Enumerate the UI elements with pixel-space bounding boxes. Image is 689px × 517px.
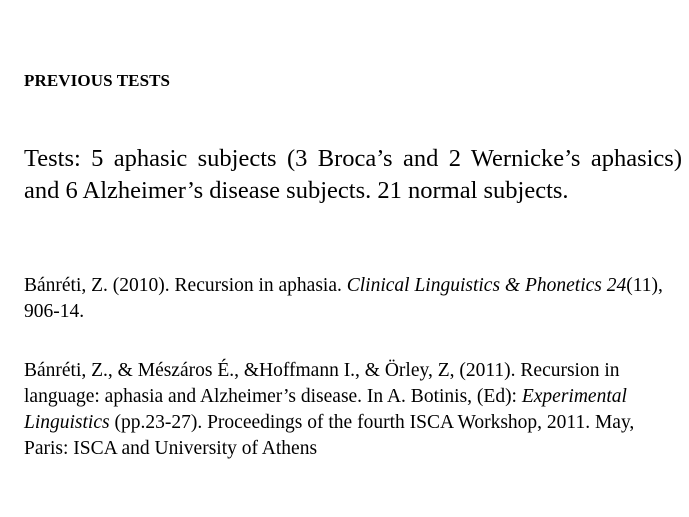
reference-2-details: (pp.23-27). Proceedings of the fourth ISCA Workshop, 2011. May, Paris: ISCA and University of Athens: [24, 412, 635, 459]
reference-2: [24, 358, 682, 462]
reference-2-authors-title: Bánréti, Z., & Mészáros É., &Hoffmann I., & Örley, Z, (2011). Recursion in language: aphasia and Alzheimer’s disease. In A. Botinis, (Ed):: [24, 360, 620, 407]
reference-1-journal: Clinical Linguistics & Phonetics 24: [346, 275, 627, 296]
reference-1: [24, 273, 682, 325]
reference-2-book: Experimental Linguistics: [24, 386, 627, 433]
reference-1-authors-title: Bánréti, Z. (2010). Recursion in aphasia.: [24, 275, 347, 296]
reference-1-pages: (11), 906-14.: [24, 275, 663, 322]
slide-heading: PREVIOUS TESTS: [24, 71, 171, 90]
tests-description: Tests: 5 aphasic subjects (3 Broca’s and 2 Wernicke’s aphasics) and 6 Alzheimer’s disease subjects. 21 normal subjects.: [24, 145, 682, 204]
